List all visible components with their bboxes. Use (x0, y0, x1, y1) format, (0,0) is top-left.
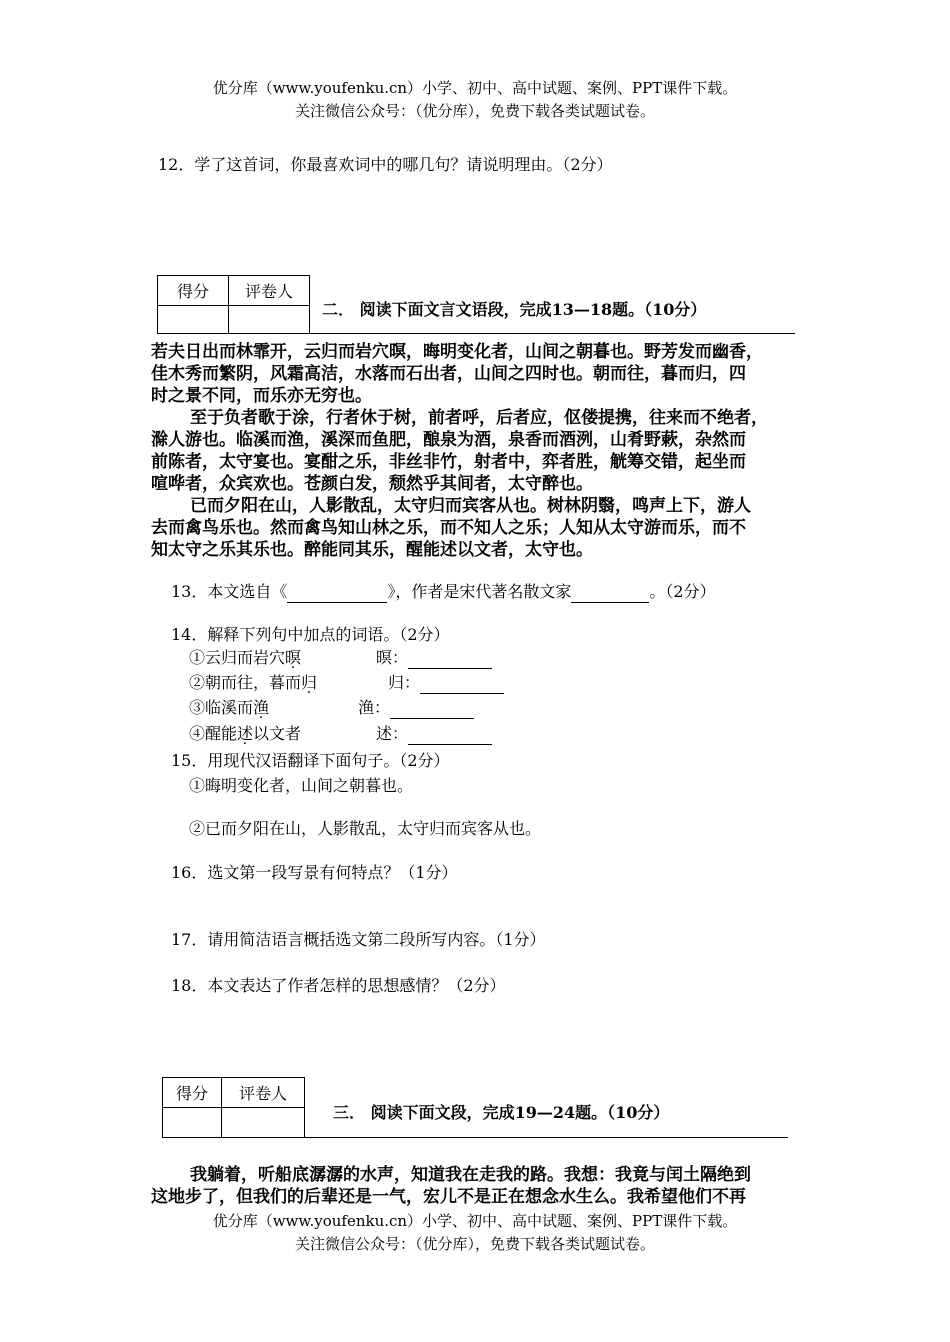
passage-line: 前陈者，太守宴也。宴酣之乐，非丝非竹，射者中，弈者胜，觥筹交错，起坐而 (151, 452, 746, 472)
score-cell[interactable] (163, 1108, 222, 1138)
q14-item-3-answer (358, 697, 474, 719)
q14-item-text: 醒能 (205, 724, 238, 743)
question-12: 12．学了这首词，你最喜欢词中的哪几句？请说明理由。（2分） (158, 155, 613, 174)
q14-item-number: ④ (189, 724, 206, 743)
q13-blank-book[interactable] (287, 602, 387, 603)
q14-dotted-word: 渔 (253, 698, 270, 717)
q13-text-2: 》，作者是宋代著名散文家 (387, 582, 572, 601)
question-14: 14．解释下列句中加点的词语。（2分） (171, 625, 450, 644)
passage-line: 时之景不同，而乐亦无穷也。 (151, 386, 372, 406)
q14-item-text-after: 以文者 (253, 724, 302, 743)
passage-line: 喧哗者，众宾欢也。苍颜白发，颓然乎其间者，太守醉也。 (151, 474, 593, 494)
passage-line: 至于负者歌于涂，行者休于树，前者呼，后者应，伛偻提携，往来而不绝者， (190, 408, 768, 428)
q15-sentence-1: ①晦明变化者，山间之朝暮也。 (189, 776, 414, 795)
question-13 (171, 581, 716, 603)
passage-line: 佳木秀而繁阴，风霜高洁，水落而石出者，山间之四时也。朝而往，暮而归，四 (151, 364, 746, 384)
q14-dotted-word: 归 (301, 673, 318, 692)
q14-item-text: 临溪而 (205, 698, 254, 717)
q14-item-1-answer (376, 647, 492, 669)
divider (310, 333, 795, 334)
q14-item-number: ① (189, 648, 206, 667)
score-cell[interactable] (158, 306, 229, 334)
q14-item-2 (189, 672, 317, 694)
q13-text-1: 13．本文选自《 (171, 582, 288, 601)
footer-line-2: 关注微信公众号：（优分库），免费下载各类试题试卷。 (294, 1235, 655, 1253)
question-18: 18．本文表达了作者怎样的思想感情？（2分） (171, 976, 506, 995)
q14-item-2-answer (388, 672, 504, 694)
passage-line: 知太守之乐其乐也。醉能同其乐，醒能述以文者，太守也。 (151, 540, 593, 560)
q14-dotted-word: 述 (237, 724, 254, 743)
reviewer-cell[interactable] (222, 1108, 305, 1138)
score-table-section-3 (162, 1077, 305, 1138)
q14-answer-label: 归： (388, 673, 421, 692)
q14-item-text: 云归而岩穴 (205, 648, 286, 667)
q14-answer-label: 渔： (358, 698, 391, 717)
q14-answer-label: 暝： (376, 648, 409, 667)
passage-line: 去而禽鸟乐也。然而禽鸟知山林之乐，而不知人之乐；人知从太守游而乐，而不 (151, 518, 746, 538)
q14-item-1 (189, 647, 301, 669)
reviewer-cell[interactable] (229, 306, 310, 334)
score-label: 得分 (163, 1078, 222, 1108)
q14-answer-label: 述： (376, 724, 409, 743)
q15-sentence-2: ②已而夕阳在山，人影散乱，太守归而宾客从也。 (189, 819, 542, 838)
q14-answer-blank[interactable] (408, 668, 492, 669)
question-15: 15．用现代汉语翻译下面句子。（2分） (171, 751, 450, 770)
q14-answer-blank[interactable] (420, 693, 504, 694)
q14-item-number: ③ (189, 698, 206, 717)
q14-item-4 (189, 723, 301, 745)
q13-text-3: 。（2分） (649, 582, 716, 601)
divider (305, 1137, 788, 1138)
q14-dotted-word: 暝 (285, 648, 302, 667)
section-3-title: 三． 阅读下面文段，完成19—24题。（10分） (333, 1103, 670, 1122)
q14-item-3 (189, 697, 269, 719)
footer-line-1: 优分库（www.youfenku.cn）小学、初中、高中试题、案例、PPT课件下载。 (212, 1212, 738, 1230)
q14-item-text: 朝而往，暮而 (205, 673, 302, 692)
reviewer-label: 评卷人 (222, 1078, 305, 1108)
q14-answer-blank[interactable] (390, 718, 474, 719)
header-line-2: 关注微信公众号：（优分库），免费下载各类试题试卷。 (294, 102, 655, 120)
score-label: 得分 (158, 276, 229, 306)
passage-line: 已而夕阳在山，人影散乱，太守归而宾客从也。树林阴翳，鸣声上下，游人 (190, 496, 751, 516)
question-17: 17．请用简洁语言概括选文第二段所写内容。（1分） (171, 930, 546, 949)
passage2-line: 我躺着，听船底潺潺的水声，知道我在走我的路。我想：我竟与闰土隔绝到 (190, 1165, 751, 1185)
reviewer-label: 评卷人 (229, 276, 310, 306)
q13-blank-author[interactable] (571, 602, 649, 603)
q14-item-4-answer (376, 723, 492, 745)
q14-answer-blank[interactable] (408, 744, 492, 745)
passage-line: 滁人游也。临溪而渔，溪深而鱼肥，酿泉为酒，泉香而酒洌，山肴野蔌，杂然而 (151, 430, 746, 450)
section-2-title: 二． 阅读下面文言文语段，完成13—18题。（10分） (322, 300, 707, 319)
score-table-section-2 (157, 275, 310, 334)
question-16: 16．选文第一段写景有何特点？（1分） (171, 863, 458, 882)
header-line-1: 优分库（www.youfenku.cn）小学、初中、高中试题、案例、PPT课件下载。 (212, 79, 738, 97)
passage-line: 若夫日出而林霏开，云归而岩穴暝，晦明变化者，山间之朝暮也。野芳发而幽香， (151, 342, 763, 362)
passage2-line: 这地步了，但我们的后辈还是一气，宏儿不是正在想念水生么。我希望他们不再 (151, 1187, 746, 1207)
q14-item-number: ② (189, 673, 206, 692)
